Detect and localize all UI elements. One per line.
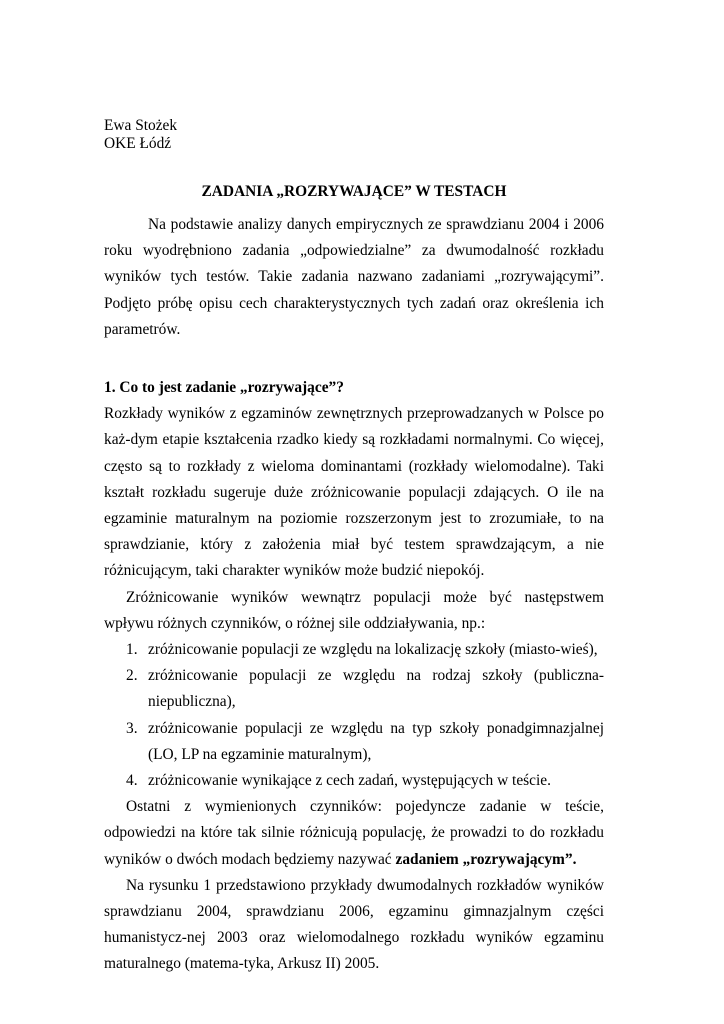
list-item-text: zróżnicowanie populacji ze względu na lokalizację szkoły (miasto-wieś),	[148, 641, 598, 659]
author-name: Ewa Stożek	[104, 117, 178, 134]
document-page	[104, 117, 604, 978]
author-institution: OKE Łódź	[104, 135, 172, 152]
list-item-number: 1.	[126, 641, 138, 659]
body-paragraph-1: Rozkłady wyników z egzaminów zewnętrznych przeprowadzanych w Polsce po każ-dym etapie kształcenia rzadko kiedy są rozkładami normalnymi. Co więcej, często są to rozkłady z wieloma dominantami (rozkłady wielomodalne). Taki kształt rozkładu sugeruje duże zróżnicowanie populacji zdających. O ile na egzaminie maturalnym na poziomie rozszerzonym jest to zrozumiałe, to na sprawdzianie, który z założenia miał być testem sprawdzającym, a nie różnicującym, taki charakter wyników może budzić niepokój.	[104, 405, 604, 580]
author-block	[104, 117, 604, 153]
list-item-text: zróżnicowanie populacji ze względu na rodzaj szkoły (publiczna-niepubliczna),	[148, 667, 604, 711]
paragraph-3-text: Ostatni z wymienionych czynników: pojedyncze zadanie w teście, odpowiedzi na które tak silnie różnicują populację, że prowadzi to do rozkładu wyników o dwóch modach będziemy nazywać	[104, 798, 604, 868]
list-item	[104, 716, 604, 768]
abstract-paragraph: Na podstawie analizy danych empirycznych ze sprawdzianu 2004 i 2006 roku wyodrębniono zadania „odpowiedzialne” za dwumodalność rozkładu wyników tych testów. Takie zadania nazwano zadaniami „rozrywającymi”. Podjęto próbę opisu cech charakterystycznych tych zadań oraz określenia ich parametrów.	[104, 216, 604, 338]
factors-list	[104, 637, 604, 794]
list-item-text: zróżnicowanie wynikające z cech zadań, występujących w teście.	[148, 772, 551, 790]
body-paragraph-4: Na rysunku 1 przedstawiono przykłady dwumodalnych rozkładów wyników sprawdzianu 2004, sprawdzianu 2006, egzaminu gimnazjalnym części humanistycz-nej 2003 oraz wielomodalnego rozkładu wyników egzaminu maturalnego (matema-tyka, Arkusz II) 2005.	[104, 876, 604, 973]
list-item	[104, 768, 604, 794]
list-item-number: 2.	[126, 667, 138, 685]
document-title: ZADANIA „ROZRYWAJĄCE” W TESTACH	[201, 183, 507, 200]
section-heading: 1. Co to jest zadanie „rozrywające”?	[104, 379, 344, 397]
list-item-number: 3.	[126, 719, 138, 737]
list-item	[104, 663, 604, 715]
key-term: zadaniem „rozrywającym”.	[395, 850, 577, 868]
list-item-text: zróżnicowanie populacji ze względu na typ szkoły ponadgimnazjalnej (LO, LP na egzaminie maturalnym),	[148, 719, 604, 763]
list-item-number: 4.	[126, 772, 138, 790]
list-item	[104, 637, 604, 663]
body-paragraph-2: Zróżnicowanie wyników wewnątrz populacji może być następstwem wpływu różnych czynników, o różnej sile oddziaływania, np.:	[104, 588, 604, 632]
body-paragraph-3	[104, 794, 604, 873]
